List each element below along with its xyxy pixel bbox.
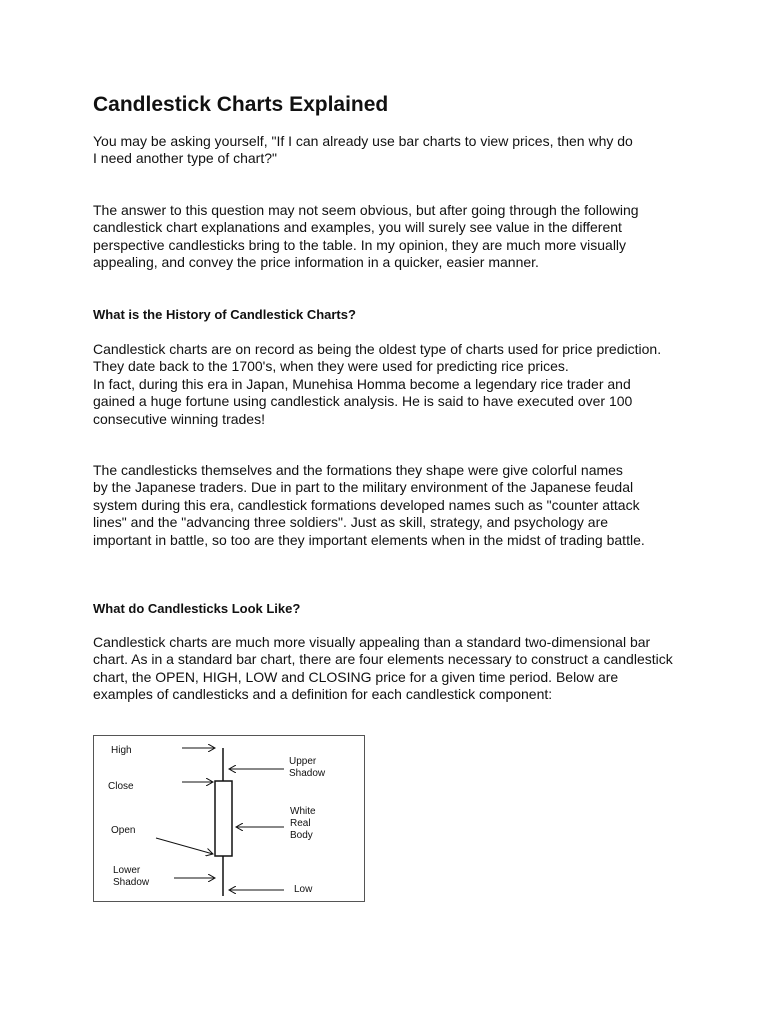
candlestick-body (215, 781, 232, 856)
upper-shadow-label: Upper Shadow (289, 756, 326, 779)
white-real-body-label: White Real Body (290, 806, 316, 841)
lower-shadow-label: Lower Shadow (113, 865, 150, 888)
look-heading: What do Candlesticks Look Like? (93, 601, 301, 616)
close-label: Close (108, 781, 134, 792)
history-paragraph-1: Candlestick charts are on record as being the oldest type of charts used for price prediction. They date back to the 1700's, when they were used for predicting rice prices. In fact, during this era in Japan, Munehisa Homma become a legendary rice trader and gained a huge fortune using candlestick analysis. He is said to have executed over 100 consecutive winning trades! (93, 341, 662, 427)
open-arrow (156, 838, 213, 854)
candlestick-diagram (93, 735, 365, 902)
look-paragraph: Candlestick charts are much more visually appealing than a standard two-dimensional bar chart. As in a standard bar chart, there are four elements necessary to construct a candlestick chart, the OPEN, HIGH, LOW and CLOSING price for a given time period. Below are examples of candlesticks and a definition for each candlestick component: (93, 634, 673, 703)
open-label: Open (111, 825, 136, 836)
low-label: Low (294, 884, 313, 895)
intro-paragraph: You may be asking yourself, "If I can already use bar charts to view prices, then why do I need another type of chart?" (93, 133, 633, 167)
high-label: High (111, 745, 132, 756)
history-heading: What is the History of Candlestick Charts? (93, 307, 356, 322)
history-paragraph-2: The candlesticks themselves and the formations they shape were give colorful names by the Japanese traders. Due in part to the military environment of the Japanese feudal system during this era, candlestick formations developed names such as "counter attack lines" and the "advancing three soldiers". Just as skill, strategy, and psychology are important in battle, so too are they important elements when in the midst of trading battle. (93, 462, 645, 548)
answer-paragraph: The answer to this question may not seem obvious, but after going through the following candlestick chart explanations and examples, you will surely see value in the different perspective candlesticks bring to the table. In my opinion, they are much more visually appealing, and convey the price information in a quicker, easier manner. (93, 202, 639, 271)
page-title: Candlestick Charts Explained (93, 93, 389, 116)
